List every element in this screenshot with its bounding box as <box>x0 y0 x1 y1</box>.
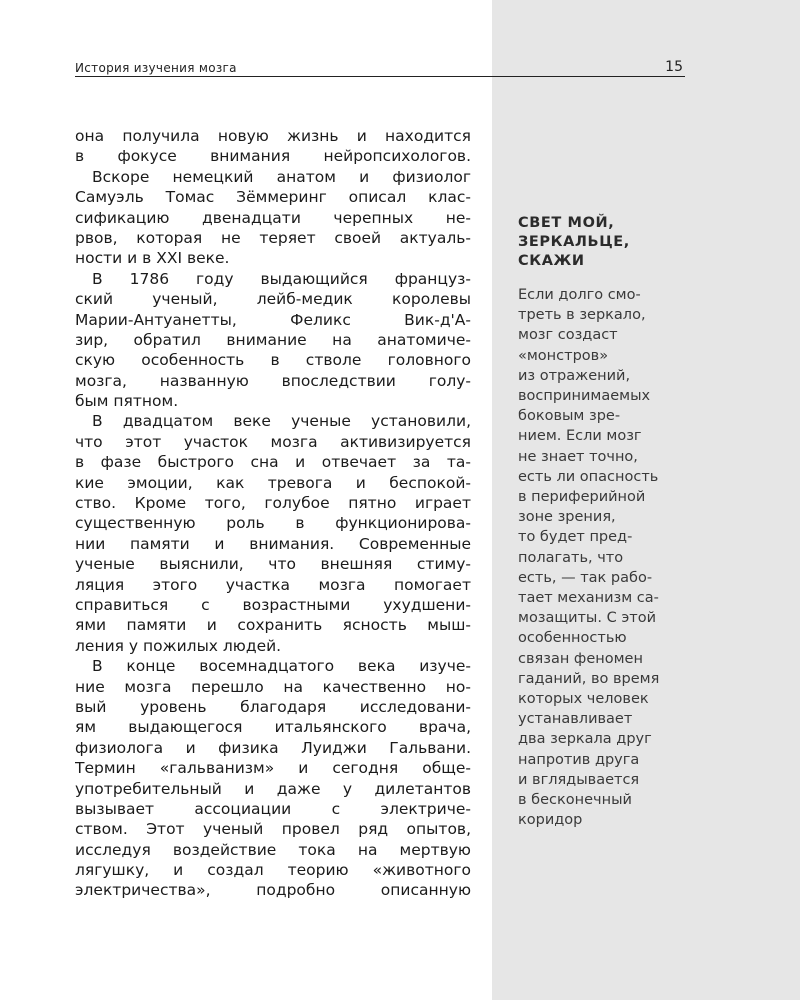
sidebar-body-line: воспринимаемых <box>518 388 651 405</box>
sidebar-body-line: напротив друга <box>518 751 640 768</box>
sidebar-body-line: треть в зеркало, <box>518 307 646 324</box>
text-line: ления у пожилых людей. <box>75 636 282 655</box>
sidebar-body-line: в периферийной <box>518 489 646 506</box>
text-line: зир, обратил внимание на анатомиче- <box>75 330 471 349</box>
text-line: В двадцатом веке ученые установили, <box>92 412 471 431</box>
sidebar-body-line: Если долго смо- <box>518 287 641 303</box>
sidebar-body-line: зоне зрения, <box>518 509 616 526</box>
text-line: ляция этого участка мозга помогает <box>75 575 471 594</box>
text-line: кие эмоции, как тревога и беспокой- <box>75 473 471 492</box>
sidebar-body-line: из отражений, <box>518 367 631 384</box>
sidebar-box <box>518 214 690 830</box>
sidebar-body-line: мозащиты. С этой <box>518 610 657 627</box>
sidebar-title-line: ЗЕРКАЛЬЦЕ, <box>518 234 630 250</box>
text-line: ям выдающегося итальянского врача, <box>75 718 471 737</box>
text-line: существенную роль в функционирова- <box>75 514 471 533</box>
text-line: что этот участок мозга активизируется <box>75 432 471 451</box>
text-line: исследуя воздействие тока на мертвую <box>75 840 471 859</box>
text-line: рвов, которая не теряет своей актуаль- <box>75 228 471 247</box>
text-line: вый уровень благодаря исследовани- <box>75 697 471 716</box>
sidebar-body-line: гаданий, во время <box>518 670 660 687</box>
sidebar-body-line: не знает точно, <box>518 448 638 465</box>
sidebar-body-line: и вглядывается <box>518 771 640 788</box>
text-line: она получила новую жизнь и находится <box>75 127 471 145</box>
sidebar-body-line: особенностью <box>518 630 627 647</box>
text-line: ями памяти и сохранить ясность мыш- <box>75 616 471 635</box>
text-line: физиолога и физика Луиджи Гальвани. <box>75 738 471 757</box>
text-line: ством. Этот ученый провел ряд опытов, <box>75 820 471 839</box>
page-number: 15 <box>665 59 683 75</box>
running-header <box>75 60 685 77</box>
sidebar-body-line: коридор <box>518 812 583 829</box>
sidebar-body-line: есть ли опасность <box>518 468 659 485</box>
text-line: вызывает ассоциации с электриче- <box>75 799 471 818</box>
sidebar-body-line: то будет пред- <box>518 529 633 546</box>
text-line: бым пятном. <box>75 392 179 411</box>
text-line: сификацию двенадцати черепных не- <box>75 208 471 227</box>
text-line: Самуэль Томас Зёммеринг описал клас- <box>75 188 471 207</box>
text-line: В 1786 году выдающийся француз- <box>92 269 471 288</box>
sidebar-body-line: полагать, что <box>518 549 624 566</box>
sidebar-body-line: связан феномен <box>518 650 643 667</box>
sidebar-body-line: два зеркала друг <box>518 731 652 748</box>
text-line: нии памяти и внимания. Современные <box>75 534 471 553</box>
text-line: Термин «гальванизм» и сегодня обще- <box>75 759 471 778</box>
sidebar-body-line: в бесконечный <box>518 792 632 809</box>
text-line: ство. Кроме того, голубое пятно играет <box>75 494 471 513</box>
sidebar-body-line: боковым зре- <box>518 408 621 425</box>
text-line: лягушку, и создал теорию «животного <box>75 861 471 880</box>
text-line: Вскоре немецкий анатом и физиолог <box>92 167 471 186</box>
text-line: скую особенность в стволе головного <box>75 351 471 370</box>
sidebar-body <box>518 285 690 830</box>
text-line: ности и в XXI веке. <box>75 249 230 268</box>
sidebar-body-line: устанавливает <box>518 711 633 728</box>
sidebar-body-line: нием. Если мозг <box>518 428 642 445</box>
text-line: в фазе быстрого сна и отвечает за та- <box>75 453 471 472</box>
text-line: ский ученый, лейб-медик королевы <box>75 290 471 309</box>
text-line: В конце восемнадцатого века изуче- <box>92 657 471 676</box>
sidebar-title-line: СВЕТ МОЙ, <box>518 215 615 231</box>
running-title: История изучения мозга <box>75 61 237 75</box>
sidebar-body-line: «монстров» <box>518 347 609 364</box>
text-line: ние мозга перешло на качественно но- <box>75 677 471 696</box>
text-line: справиться с возрастными ухудшени- <box>75 595 471 614</box>
main-text-column <box>75 126 471 901</box>
text-line: Марии-Антуанетты, Феликс Вик-д'А- <box>75 310 471 329</box>
text-line: ученые выяснили, что внешняя стиму- <box>75 555 471 574</box>
sidebar-body-line: мозг создаст <box>518 327 618 344</box>
sidebar-body-line: тает механизм са- <box>518 590 659 607</box>
text-line: мозга, названную впоследствии голу- <box>75 371 471 390</box>
sidebar-body-line: которых человек <box>518 691 649 708</box>
text-line: употребительный и даже у дилетантов <box>75 779 471 798</box>
sidebar-body-line: есть, — так рабо- <box>518 569 653 586</box>
sidebar-title <box>518 214 690 271</box>
text-line: в фокусе внимания нейропсихологов. <box>75 147 471 166</box>
text-line: электричества», подробно описанную <box>75 881 471 900</box>
sidebar-title-line: СКАЖИ <box>518 253 585 269</box>
